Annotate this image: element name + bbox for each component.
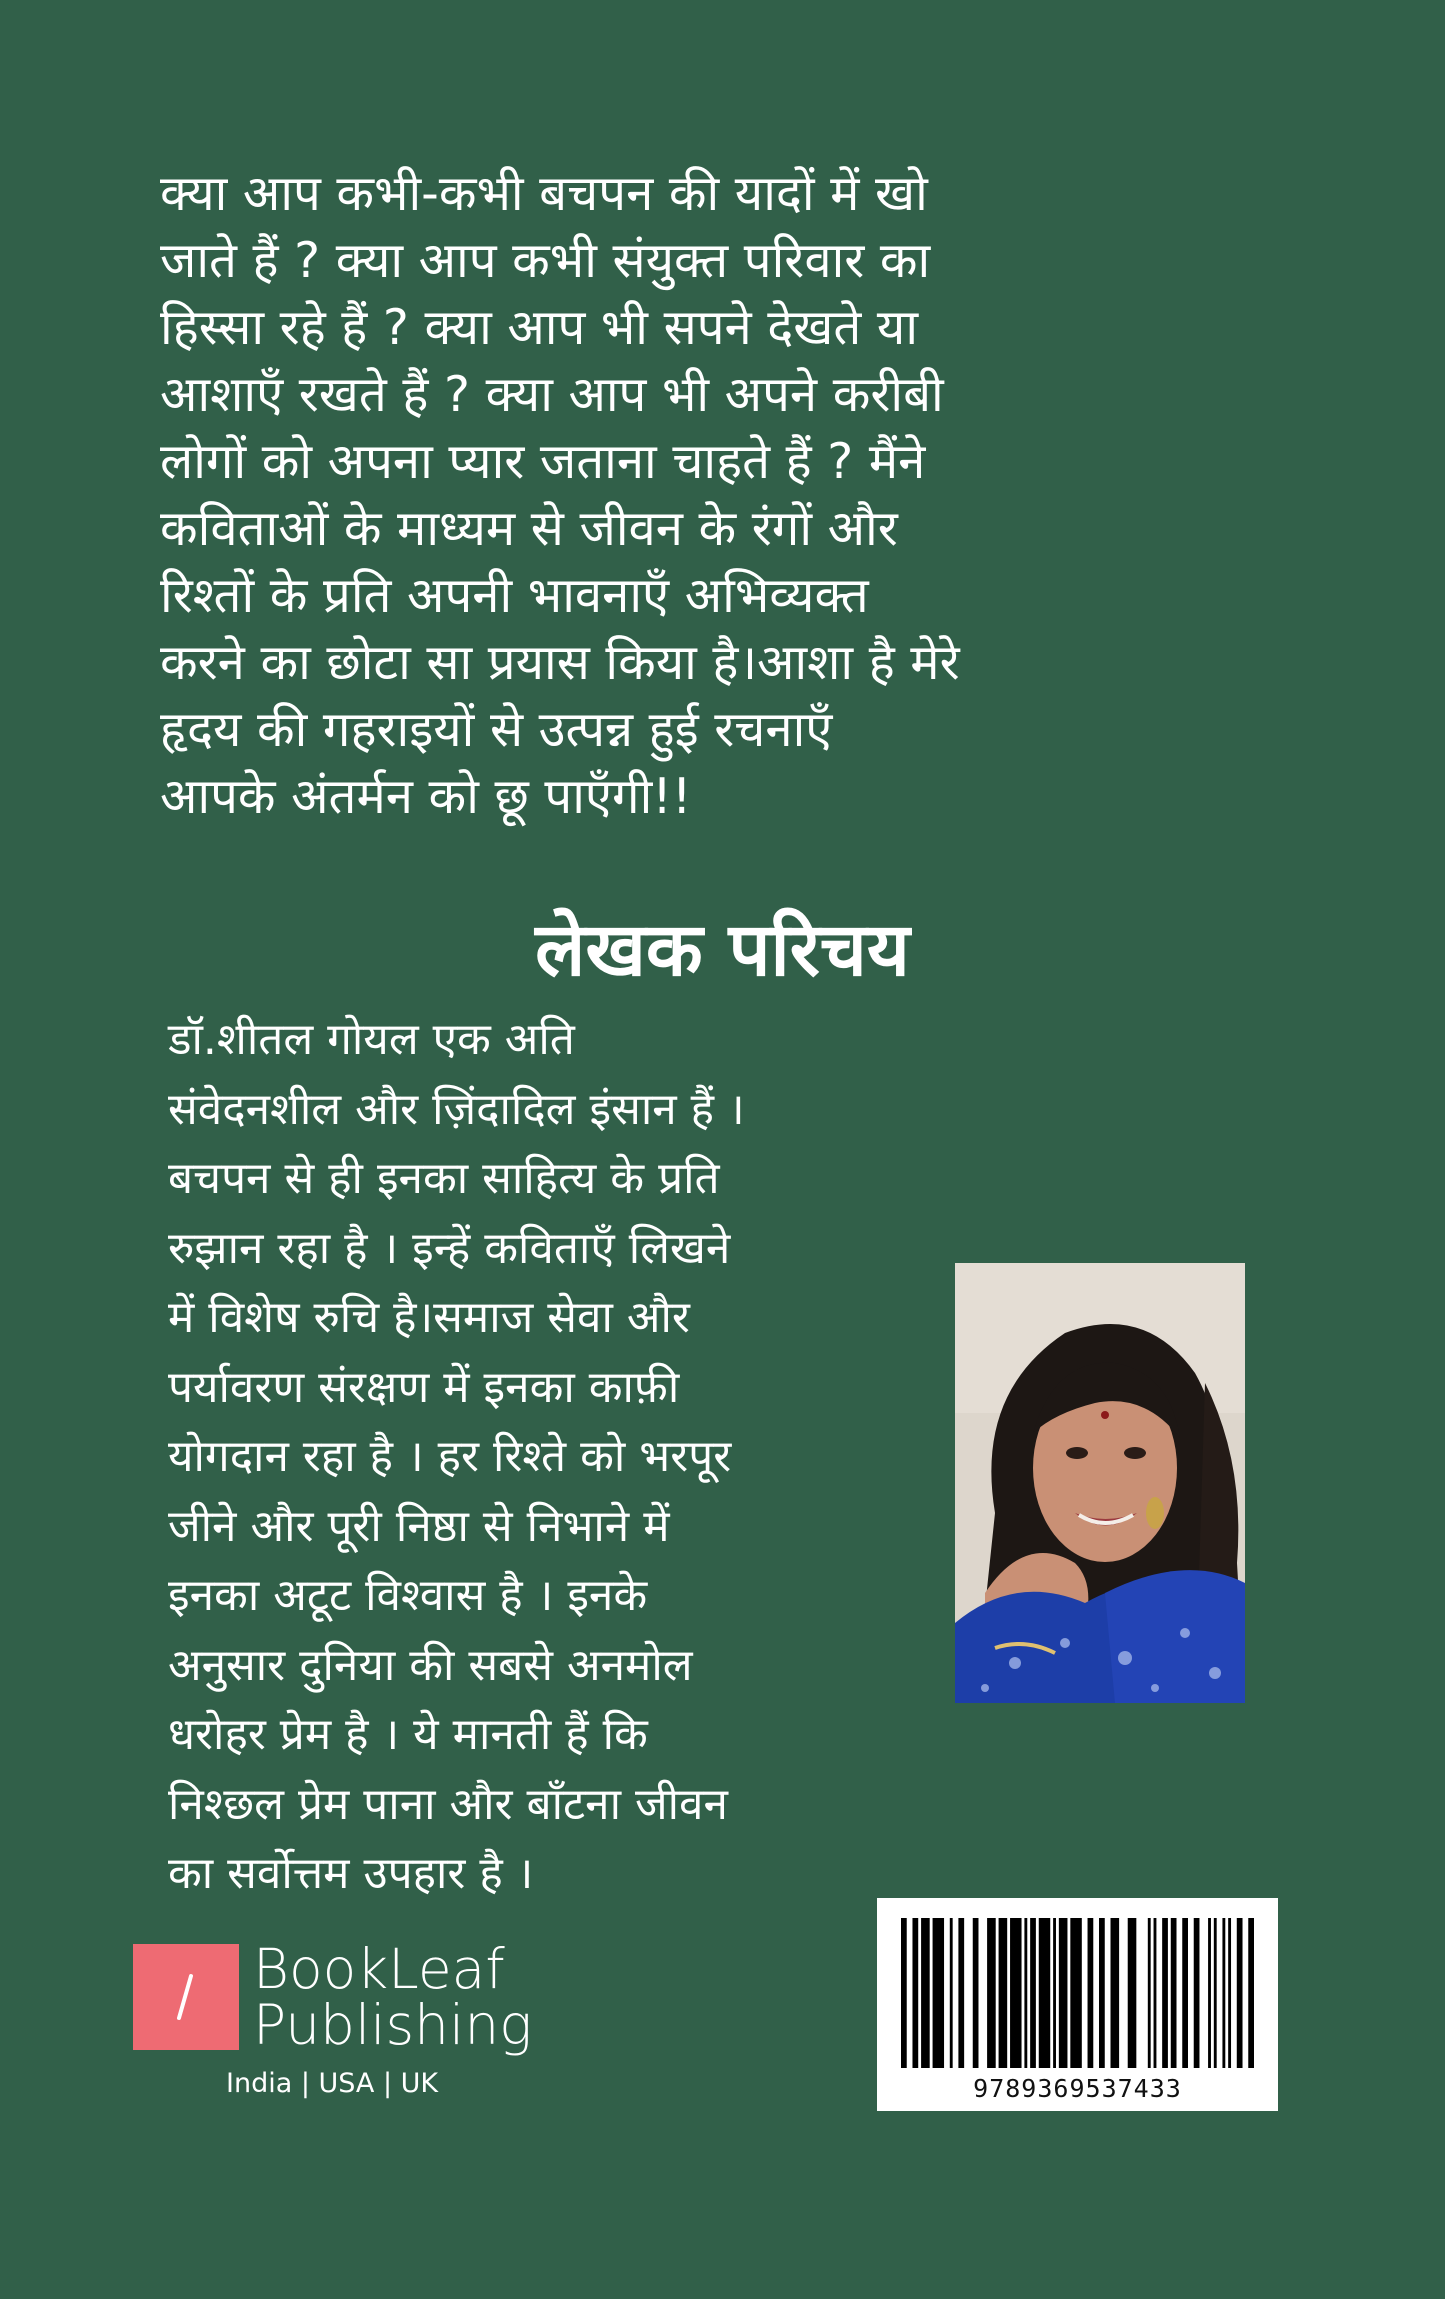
bio-line: बचपन से ही इनका साहित्य के प्रति: [168, 1153, 720, 1204]
publisher-name: BookLeaf: [253, 1937, 505, 2001]
bio-line: इनका अटूट विश्वास है । इनके: [168, 1570, 648, 1621]
bio-line: योगदान रहा है । हर रिश्ते को भरपूर: [168, 1431, 732, 1482]
blurb-line: रिश्तों के प्रति अपनी भावनाएँ अभिव्यक्त: [160, 567, 869, 624]
bio-line: का सर्वोत्तम उपहार है ।: [168, 1848, 534, 1899]
publisher-regions: India | USA | UK: [226, 2068, 439, 2099]
blurb-line: हिस्सा रहे हैं ? क्या आप भी सपने देखते या: [160, 299, 919, 356]
bio-line: में विशेष रुचि है।समाज सेवा और: [168, 1292, 690, 1343]
blurb-line: आपके अंतर्मन को छू पाएँगी!!: [160, 768, 692, 825]
isbn-barcode: [877, 1898, 1278, 2111]
blurb-line: हृदय की गहराइयों से उत्पन्न हुई रचनाएँ: [160, 701, 833, 758]
blurb-line: आशाएँ रखते हैं ? क्या आप भी अपने करीबी: [160, 366, 944, 423]
publisher-name-line2: Publishing: [253, 1993, 533, 2057]
bio-line: निश्छल प्रेम पाना और बाँटना जीवन: [168, 1778, 728, 1830]
author-photo: [955, 1263, 1245, 1703]
publisher-logo: [133, 1937, 533, 2110]
blurb-line: क्या आप कभी-कभी बचपन की यादों में खो: [160, 165, 928, 222]
bio-line: रुझान रहा है । इन्हें कविताएँ लिखने: [168, 1222, 731, 1274]
bio-line: डॉ.शीतल गोयल एक अति: [168, 1014, 575, 1065]
bio-line: जीने और पूरी निष्ठा से निभाने में: [168, 1500, 670, 1552]
author-bio: [168, 1005, 928, 1909]
bio-line: पर्यावरण संरक्षण में इनका काफ़ी: [168, 1361, 680, 1413]
blurb-line: करने का छोटा सा प्रयास किया है।आशा है मेरे: [160, 634, 960, 691]
bio-line: संवेदनशील और ज़िंदादिल इंसान हैं ।: [168, 1083, 745, 1135]
bio-line: अनुसार दुनिया की सबसे अनमोल: [168, 1639, 693, 1691]
publisher-mark: [133, 1944, 239, 2050]
author-intro-heading: लेखक परिचय: [535, 907, 910, 993]
isbn-number: 9789369537433: [973, 2074, 1182, 2103]
blurb-line: जाते हैं ? क्या आप कभी संयुक्त परिवार का: [160, 232, 931, 289]
back-cover-blurb: [160, 160, 1210, 830]
bio-line: धरोहर प्रेम है । ये मानती हैं कि: [168, 1709, 648, 1760]
blurb-line: लोगों को अपना प्यार जताना चाहते हैं ? मैंने: [160, 433, 926, 490]
blurb-line: कविताओं के माध्यम से जीवन के रंगों और: [160, 500, 898, 557]
